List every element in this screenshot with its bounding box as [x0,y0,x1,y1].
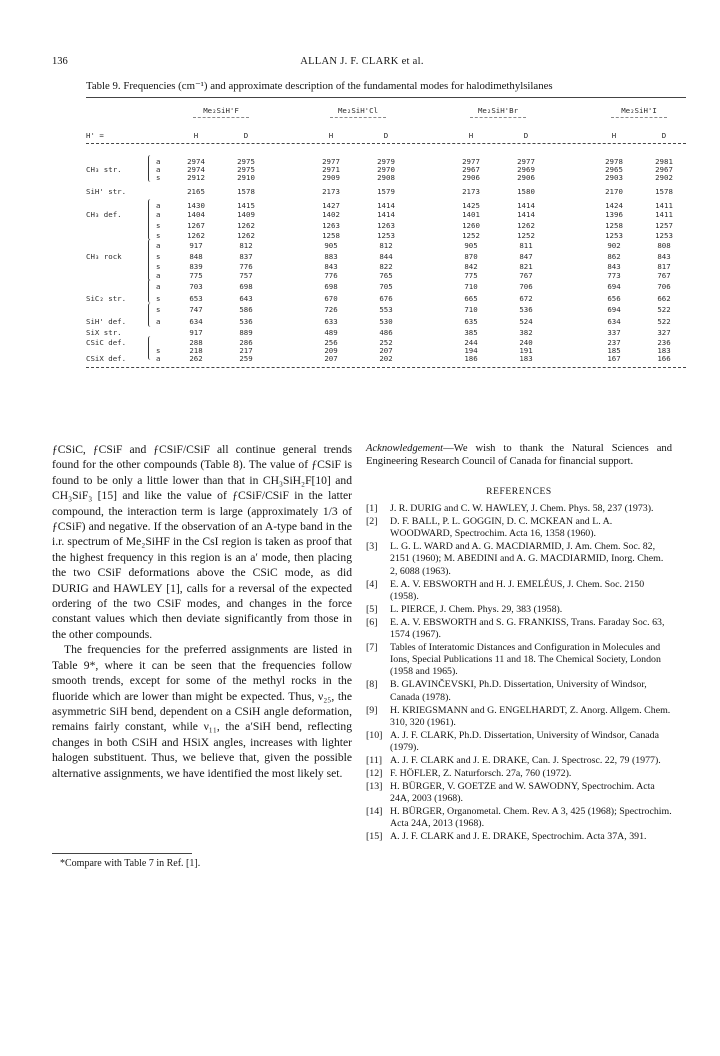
table-cell: 1252 [462,231,480,240]
table-cell: 765 [379,271,393,280]
table-cell: 327 [657,328,671,337]
table-rule [86,367,686,368]
subheader-col: H [611,131,617,140]
table-cell: 2977 [322,157,340,166]
symmetry-label: s [156,231,161,240]
table-cell: 1415 [237,201,255,210]
table-cell: 706 [657,282,671,291]
row-description: SiH' def. [86,317,127,326]
reference-text: L. G. L. WARD and A. G. MACDIARMID, J. Am. Chem. Soc. 82, 2151 (1960); M. ABEDINI and A. G. MACDIARMID, Inorg. Chem. 2, 6088 (1963). [390,541,664,577]
subheader-label: H' = [86,131,104,140]
group-header: Me₂SiH'F [203,106,239,115]
reference-text: Tables of Interatomic Distances and Configuration in Molecules and Ions, Special Publications 11 and 18. The Chemical Society, London (1958 and 1965). [390,642,661,678]
table-cell: 905 [324,241,338,250]
row-description: CSiC def. [86,338,127,347]
table-cell: 256 [324,338,338,347]
reference-number: [9] [366,704,378,716]
table-cell: 1263 [377,221,395,230]
table-cell: 1402 [322,210,340,219]
table-cell: 1411 [655,201,673,210]
table-cell: 2975 [237,165,255,174]
brace [148,336,153,360]
table-cell: 705 [379,282,393,291]
symmetry-label: a [156,210,161,219]
table-cell: 252 [379,338,393,347]
table-cell: 1262 [517,221,535,230]
table-cell: 665 [464,294,478,303]
subheader-col: H [328,131,334,140]
right-column [366,442,672,844]
table-cell: 207 [379,346,393,355]
table-cell: 747 [189,305,203,314]
table-cell: 2967 [462,165,480,174]
reference-item [366,642,672,679]
body-paragraph: ƒCSiC, ƒCSiF and ƒCSiF/CSiF all continue general trends found for the other compounds (Table 8). The value of ƒCSiF is found to be only a little lower than that in CH₃SiH₂F[10] and CH₃SiF₃ [15] and like the value of ƒCSiF/CSiF in the latter compound, the interaction term is large (approximately 1/3 of ƒCSiF) and negative. If the observation of an A-type band in the i.r. spectrum of Me₂SiHF in the CsI region is taken as proof that the highest frequency in this region is an a′ mode, then placing the two CSiF deformations above the CSiC mode, as did DURIG and HAWLEY [1], calls for a reversal of the expected ordering of the two CSiF modes, and changes in the force constant values which then deviate significantly from those in the other compounds. [52,443,352,641]
table-cell: 862 [607,252,621,261]
reference-text: B. GLAVINČEVSKI, Ph.D. Dissertation, University of Windsor, Canada (1978). [390,679,647,703]
table-cell: 186 [464,354,478,363]
reference-text: H. BÜRGER, Organometal. Chem. Rev. A 3, 425 (1968); Spectrochim. Acta 24A, 2013 (1968). [390,806,672,830]
table-cell: 672 [519,294,533,303]
table-cell: 237 [607,338,621,347]
table-rule [86,97,686,98]
reference-number: [6] [366,616,378,628]
table-cell: 1578 [655,187,673,196]
table-cell: 703 [189,282,203,291]
table-cell: 586 [239,305,253,314]
table-cell: 1579 [377,187,395,196]
reference-item [366,806,672,830]
table-cell: 847 [519,252,533,261]
reference-text: F. HÖFLER, Z. Naturforsch. 27a, 760 (1972). [390,768,572,780]
table-cell: 1262 [237,221,255,230]
reference-item [366,503,672,515]
running-head: ALLAN J. F. CLARK et al. [300,56,424,67]
table-cell: 524 [519,317,533,326]
table-cell: 635 [464,317,478,326]
reference-number: [1] [366,503,378,514]
table-cell: 653 [189,294,203,303]
reference-text: A. J. F. CLARK, Ph.D. Dissertation, University of Windsor, Canada (1979). [390,729,659,754]
table-cell: 1252 [517,231,535,240]
table-cell: 1411 [655,210,673,219]
reference-item [366,579,672,603]
row-description: SiH' str. [86,187,127,196]
group-underline [330,117,386,118]
table-cell: 1267 [187,221,205,230]
table-cell: 817 [657,262,671,271]
reference-number: [4] [366,578,378,590]
table-cell: 844 [379,252,393,261]
reference-number: [5] [366,603,378,615]
table-cell: 767 [519,271,533,280]
row-description: CH₃ def. [86,210,122,219]
symmetry-label: s [156,262,161,271]
table-cell: 1396 [605,210,623,219]
table-cell: 811 [519,241,533,250]
table-cell: 706 [519,282,533,291]
table-cell: 837 [239,252,253,261]
table-cell: 2902 [655,173,673,182]
page-header [52,56,672,70]
reference-number: [14] [366,806,383,818]
table-cell: 489 [324,328,338,337]
footnote: *Compare with Table 7 in Ref. [1]. [60,858,201,869]
symmetry-label: s [156,294,161,303]
reference-number: [2] [366,516,378,527]
table-cell: 2977 [462,157,480,166]
table-cell: 889 [239,328,253,337]
subheader-col: D [243,131,249,140]
brace [148,239,153,281]
table-cell: 1414 [377,201,395,210]
table-cell: 883 [324,252,338,261]
table-cell: 2981 [655,157,673,166]
table-cell: 710 [464,282,478,291]
table-cell: 2979 [377,157,395,166]
table-cell: 2173 [322,187,340,196]
table-cell: 382 [519,328,533,337]
table-cell: 1409 [237,210,255,219]
table-cell: 240 [519,338,533,347]
table-cell: 808 [657,241,671,250]
table-cell: 726 [324,305,338,314]
table-cell: 522 [657,317,671,326]
reference-text: H. KRIEGSMANN and G. ENGELHARDT, Z. Anorg. Allgem. Chem. 310, 320 (1961). [390,704,671,728]
table-cell: 2903 [605,173,623,182]
table-cell: 1414 [517,201,535,210]
table-cell: 643 [239,294,253,303]
table-cell: 191 [519,346,533,355]
table-cell: 183 [657,346,671,355]
table-cell: 917 [189,328,203,337]
table-cell: 633 [324,317,338,326]
table-cell: 1414 [517,210,535,219]
reference-text: L. PIERCE, J. Chem. Phys. 29, 383 (1958). [390,603,563,615]
reference-number: [15] [366,831,383,843]
table-cell: 2912 [187,173,205,182]
table-cell: 870 [464,252,478,261]
table-cell: 530 [379,317,393,326]
group-header: Me₂SiH'I [621,106,657,115]
page-number: 136 [52,56,68,67]
table-cell: 1404 [187,210,205,219]
table-cell: 773 [607,271,621,280]
table-cell: 1430 [187,201,205,210]
reference-text: A. J. F. CLARK and J. E. DRAKE, Spectrochim. Acta 37A, 391. [390,831,647,843]
table-cell: 2974 [187,157,205,166]
table-cell: 209 [324,346,338,355]
symmetry-label: s [156,346,161,355]
reference-number: [8] [366,679,378,691]
table-cell: 839 [189,262,203,271]
table-cell: 776 [324,271,338,280]
table-cell: 843 [324,262,338,271]
table-cell: 536 [519,305,533,314]
row-description: CH₃ str. [86,165,122,174]
table-cell: 775 [189,271,203,280]
subheader-col: H [468,131,474,140]
table-cell: 822 [379,262,393,271]
table-cell: 662 [657,294,671,303]
row-description: CH₃ rock [86,252,122,261]
reference-text: E. A. V. EBSWORTH and H. J. EMELÉUS, J. Chem. Soc. 2150 (1958). [390,578,645,602]
table-cell: 385 [464,328,478,337]
table-cell: 259 [239,354,253,363]
table-cell: 1253 [655,231,673,240]
table-cell: 217 [239,346,253,355]
table-cell: 262 [189,354,203,363]
table-cell: 194 [464,346,478,355]
table-cell: 634 [607,317,621,326]
row-description: SiC₂ str. [86,294,127,303]
reference-text: A. J. F. CLARK and J. E. DRAKE, Can. J. Spectrosc. 22, 79 (1977). [390,755,661,767]
table-cell: 207 [324,354,338,363]
table-cell: 2971 [322,165,340,174]
table-cell: 843 [607,262,621,271]
table-cell: 2906 [517,173,535,182]
table-cell: 2909 [322,173,340,182]
group-header: Me₂SiH'Cl [337,106,379,115]
brace [148,279,153,303]
table-cell: 236 [657,338,671,347]
symmetry-label: s [156,173,161,182]
table-cell: 2906 [462,173,480,182]
table-cell: 1258 [322,231,340,240]
table-cell: 902 [607,241,621,250]
reference-number: [3] [366,541,378,553]
table-cell: 1401 [462,210,480,219]
table-cell: 185 [607,346,621,355]
row-description: SiX str. [86,328,122,337]
reference-number: [11] [366,755,383,767]
table-cell: 848 [189,252,203,261]
reference-text: D. F. BALL, P. L. GOGGIN, D. C. MCKEAN and L. A. WOODWARD, Spectrochim. Acta 16, 1358 (1960). [390,516,613,540]
reference-text: E. A. V. EBSWORTH and S. G. FRANKISS, Trans. Faraday Soc. 63, 1574 (1967). [390,616,665,641]
group-underline [470,117,526,118]
table-rule [86,143,686,144]
table-cell: 2173 [462,187,480,196]
table-cell: 2975 [237,157,255,166]
table-cell: 1425 [462,201,480,210]
table-cell: 2908 [377,173,395,182]
reference-number: [10] [366,729,383,741]
table-cell: 656 [607,294,621,303]
symmetry-label: a [156,241,161,250]
table-cell: 486 [379,328,393,337]
reference-text: H. BÜRGER, V. GOETZE and W. SAWODNY, Spectrochim. Acta 24A, 2003 (1968). [390,781,655,805]
symmetry-label: a [156,271,161,280]
symmetry-label: s [156,221,161,230]
table-cell: 775 [464,271,478,280]
reference-number: [12] [366,768,383,780]
reference-item [366,516,672,540]
table-cell: 2965 [605,165,623,174]
table-cell: 776 [239,262,253,271]
symmetry-label: a [156,165,161,174]
reference-item [366,541,672,578]
table-cell: 670 [324,294,338,303]
table-cell: 710 [464,305,478,314]
group-underline [611,117,667,118]
body-paragraph: The frequencies for the preferred assignments are listed in Table 9*, where it can be seen that the frequencies follow smooth trends, except for some of the methyl rocks in the fluoride which are lower than might be expected. Thus, ν₂₅, the asymmetric SiH bend, dependent on a CSiH angle deformation, remains fairly constant, while ν₁₁, the a′SiH bend, reflecting changes in both CSiH and HSiX angles, increases with lighter halogen substituent. Thus, we believe that, given the possible alternative assignments, we have identified the most likely set. [52,643,352,780]
table-cell: 286 [239,338,253,347]
table-cell: 536 [239,317,253,326]
table-cell: 842 [464,262,478,271]
subheader-col: D [383,131,389,140]
brace [148,199,153,240]
acknowledgement-text: —We wish to thank the Natural Sciences and Engineering Research Council of Canada for financial support. [366,443,672,467]
table-cell: 698 [239,282,253,291]
table-cell: 1258 [605,221,623,230]
table-cell: 821 [519,262,533,271]
acknowledgement [366,442,672,468]
references-heading: REFERENCES [486,487,552,497]
table-cell: 917 [189,241,203,250]
table-cell: 812 [379,241,393,250]
table-cell: 1263 [322,221,340,230]
table-cell: 1262 [187,231,205,240]
table-cell: 553 [379,305,393,314]
table-cell: 1257 [655,221,673,230]
table-cell: 183 [519,354,533,363]
table-cell: 2977 [517,157,535,166]
symmetry-label: a [156,201,161,210]
table-cell: 337 [607,328,621,337]
table-cell: 1253 [605,231,623,240]
reference-item [366,617,672,641]
acknowledgement-heading: Acknowledgement [366,443,444,454]
symmetry-label: a [156,354,161,363]
reference-text: J. R. DURIG and C. W. HAWLEY, J. Chem. Phys. 58, 237 (1973). [390,503,654,514]
symmetry-label: a [156,317,161,326]
brace [148,155,153,182]
table-cell: 2978 [605,157,623,166]
table-cell: 694 [607,282,621,291]
table-cell: 812 [239,241,253,250]
reference-item [366,768,672,780]
table-cell: 1414 [377,210,395,219]
table-cell: 694 [607,305,621,314]
reference-item [366,705,672,729]
reference-item [366,755,672,767]
table-cell: 2967 [655,165,673,174]
table-cell: 2165 [187,187,205,196]
table-cell: 202 [379,354,393,363]
references-list [366,503,672,844]
brace [148,303,153,327]
reference-item [366,730,672,754]
table-cell: 218 [189,346,203,355]
row-description: CSiX def. [86,354,127,363]
table-cell: 2170 [605,187,623,196]
table-cell: 698 [324,282,338,291]
symmetry-label: a [156,282,161,291]
reference-number: [13] [366,781,383,793]
table-cell: 288 [189,338,203,347]
table-cell: 167 [607,354,621,363]
table-cell: 1580 [517,187,535,196]
table-caption: Table 9. Frequencies (cm⁻¹) and approximate description of the fundamental modes for halodimethylsilanes [86,80,553,92]
footnote-rule [52,853,192,854]
table-cell: 1260 [462,221,480,230]
symmetry-label: s [156,252,161,261]
table-cell: 1424 [605,201,623,210]
table-cell: 676 [379,294,393,303]
subheader-col: D [661,131,667,140]
reference-item [366,679,672,703]
symmetry-label: a [156,157,161,166]
left-column [52,442,352,781]
subheader-col: H [193,131,199,140]
table-cell: 244 [464,338,478,347]
table-cell: 767 [657,271,671,280]
table-cell: 843 [657,252,671,261]
table-cell: 166 [657,354,671,363]
table-cell: 1427 [322,201,340,210]
group-underline [193,117,249,118]
group-header: Me₂SiH'Br [477,106,519,115]
table-cell: 757 [239,271,253,280]
table-cell: 1262 [237,231,255,240]
reference-item [366,604,672,616]
subheader-col: D [523,131,529,140]
table-cell: 2974 [187,165,205,174]
symmetry-label: s [156,305,161,314]
reference-item [366,831,672,843]
reference-item [366,781,672,805]
table-cell: 2969 [517,165,535,174]
table-cell: 1578 [237,187,255,196]
reference-number: [7] [366,642,378,654]
table-cell: 522 [657,305,671,314]
table-cell: 634 [189,317,203,326]
table-cell: 905 [464,241,478,250]
table-cell: 2970 [377,165,395,174]
table-cell: 1253 [377,231,395,240]
table-cell: 2910 [237,173,255,182]
